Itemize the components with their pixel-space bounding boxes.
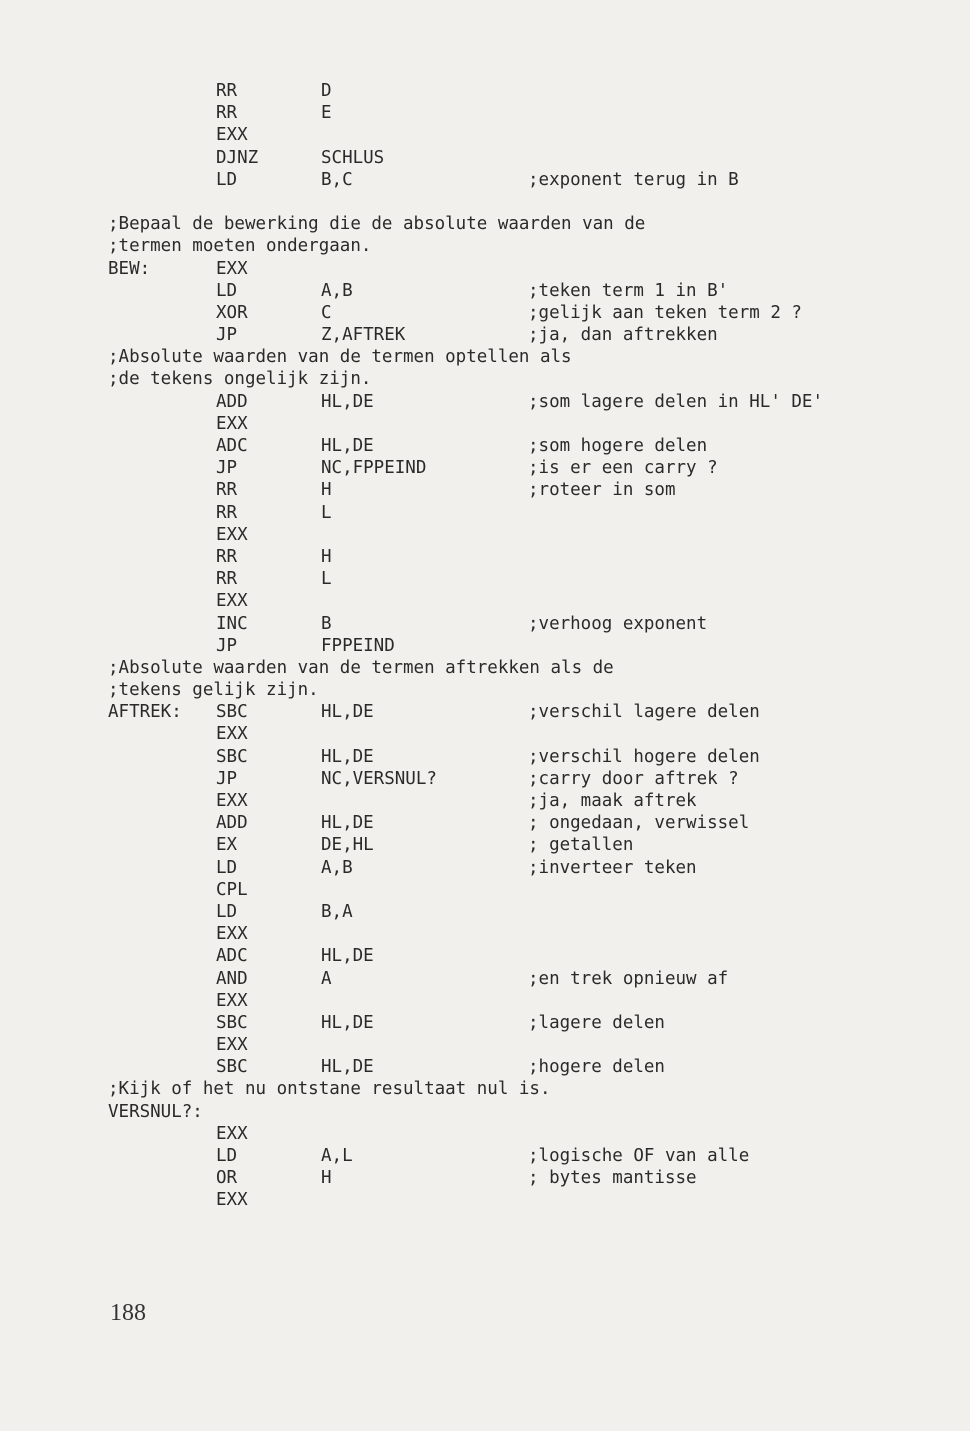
code-operand: DE,HL: [321, 835, 374, 856]
code-opcode: JP: [216, 768, 238, 789]
code-operand: H: [321, 480, 332, 501]
code-opcode: EX: [216, 835, 238, 856]
code-line: [108, 834, 948, 856]
comment-line: ;Absolute waarden van de termen aftrekken als de: [108, 657, 614, 678]
code-comment: ; getallen: [528, 835, 634, 856]
code-opcode: RR: [216, 81, 238, 101]
code-opcode: ADD: [216, 813, 248, 834]
code-opcode: EXX: [216, 924, 248, 945]
code-line: [108, 1012, 948, 1034]
comment-line: ;Bepaal de bewerking die de absolute waarden van de: [108, 214, 646, 235]
code-line: [108, 346, 948, 368]
code-line: [108, 546, 948, 568]
code-line: [108, 923, 948, 945]
code-opcode: ADC: [216, 436, 248, 456]
code-operand: C: [321, 302, 332, 323]
code-line: [108, 679, 948, 701]
code-operand: L: [321, 502, 332, 523]
code-comment: ;lagere delen: [528, 1012, 665, 1033]
code-line: [108, 901, 948, 923]
code-comment: ;inverteer teken: [528, 857, 697, 878]
code-comment: ;roteer in som: [528, 480, 676, 501]
code-operand: E: [321, 103, 332, 124]
code-opcode: JP: [216, 458, 238, 479]
code-line: [108, 635, 948, 657]
code-line: [108, 457, 948, 479]
code-opcode: EXX: [216, 1190, 248, 1211]
code-line: [108, 1078, 948, 1100]
code-opcode: INC: [216, 613, 248, 634]
code-operand: NC,FPPEIND: [321, 458, 427, 479]
code-opcode: SBC: [216, 746, 248, 767]
code-operand: A,B: [321, 857, 353, 878]
code-opcode: RR: [216, 480, 238, 501]
code-operand: H: [321, 1168, 332, 1189]
code-opcode: EXX: [216, 990, 248, 1011]
code-comment: ;verschil hogere delen: [528, 746, 760, 767]
code-comment: ;gelijk aan teken term 2 ?: [528, 302, 802, 323]
comment-line: ;de tekens ongelijk zijn.: [108, 369, 372, 390]
code-operand: HL,DE: [321, 1012, 374, 1033]
code-operand: HL,DE: [321, 1057, 374, 1078]
code-opcode: LD: [216, 901, 238, 922]
code-comment: ;exponent terug in B: [528, 169, 739, 190]
code-opcode: CPL: [216, 879, 248, 900]
code-opcode: RR: [216, 502, 238, 523]
code-comment: ;en trek opnieuw af: [528, 968, 729, 989]
code-comment: ;som lagere delen in HL' DE': [528, 391, 824, 412]
code-opcode: EXX: [216, 1123, 248, 1144]
code-opcode: OR: [216, 1168, 238, 1189]
code-opcode: EXX: [216, 1035, 248, 1056]
code-operand: SCHLUS: [321, 147, 385, 168]
code-operand: Z,AFTREK: [321, 325, 406, 346]
code-line: [108, 990, 948, 1012]
comment-line: ;termen moeten ondergaan.: [108, 236, 372, 257]
code-opcode: EXX: [216, 791, 248, 811]
blank-line: [108, 191, 948, 213]
code-line: [108, 1167, 948, 1189]
code-operand: HL,DE: [321, 813, 374, 834]
code-comment: ;verschil lagere delen: [528, 702, 760, 723]
code-operand: HL,DE: [321, 391, 374, 412]
code-operand: B,C: [321, 169, 353, 190]
code-line: [108, 80, 948, 102]
code-opcode: LD: [216, 1146, 238, 1166]
code-operand: HL,DE: [321, 702, 374, 723]
code-line: [108, 102, 948, 124]
code-operand: NC,VERSNUL?: [321, 768, 437, 789]
code-comment: ;ja, dan aftrekken: [528, 325, 718, 346]
code-line: [108, 124, 948, 146]
code-line: [108, 746, 948, 768]
code-line: [108, 1189, 948, 1211]
code-opcode: XOR: [216, 302, 248, 323]
code-opcode: ADD: [216, 391, 248, 412]
code-line: [108, 590, 948, 612]
code-operand: B,A: [321, 901, 353, 922]
assembly-listing: [108, 80, 948, 1212]
code-opcode: LD: [216, 857, 238, 878]
code-comment: ;carry door aftrek ?: [528, 768, 739, 789]
code-opcode: SBC: [216, 1012, 248, 1033]
code-opcode: RR: [216, 546, 238, 567]
code-opcode: EXX: [216, 524, 248, 545]
code-line: [108, 235, 948, 257]
code-operand: HL,DE: [321, 436, 374, 456]
code-opcode: EXX: [216, 591, 248, 612]
code-line: [108, 479, 948, 501]
code-opcode: LD: [216, 169, 238, 190]
code-line: [108, 657, 948, 679]
code-comment: ;verhoog exponent: [528, 613, 708, 634]
code-operand: FPPEIND: [321, 635, 395, 656]
code-line: [108, 723, 948, 745]
code-line: [108, 302, 948, 324]
code-line: [108, 857, 948, 879]
code-line: [108, 790, 948, 812]
code-opcode: RR: [216, 569, 238, 590]
code-opcode: EXX: [216, 125, 248, 146]
code-opcode: SBC: [216, 702, 248, 723]
page-number: 188: [110, 1300, 146, 1326]
code-line: [108, 968, 948, 990]
code-line: [108, 391, 948, 413]
code-operand: A,L: [321, 1146, 353, 1166]
code-line: [108, 524, 948, 546]
code-comment: ;hogere delen: [528, 1057, 665, 1078]
code-opcode: EXX: [216, 258, 248, 279]
code-opcode: JP: [216, 635, 238, 656]
code-line: [108, 879, 948, 901]
comment-line: ;Kijk of het nu ontstane resultaat nul is.: [108, 1079, 551, 1100]
code-line: [108, 280, 948, 302]
code-line: [108, 568, 948, 590]
code-line: [108, 812, 948, 834]
code-label: AFTREK:: [108, 702, 182, 723]
code-line: [108, 1123, 948, 1145]
code-opcode: DJNZ: [216, 147, 259, 168]
code-opcode: EXX: [216, 413, 248, 434]
code-line: [108, 613, 948, 635]
code-comment: ;is er een carry ?: [528, 458, 718, 479]
code-operand: HL,DE: [321, 946, 374, 967]
code-comment: ;som hogere delen: [528, 436, 708, 456]
code-opcode: AND: [216, 968, 248, 989]
comment-line: ;Absolute waarden van de termen optellen als: [108, 347, 572, 368]
code-operand: D: [321, 81, 332, 101]
code-line: [108, 258, 948, 280]
code-line: [108, 147, 948, 169]
code-line: [108, 945, 948, 967]
code-opcode: EXX: [216, 724, 248, 745]
code-label: VERSNUL?:: [108, 1101, 203, 1122]
code-line: [108, 435, 948, 457]
code-line: [108, 701, 948, 723]
code-comment: ;ja, maak aftrek: [528, 791, 697, 811]
code-operand: H: [321, 546, 332, 567]
code-comment: ;logische OF van alle: [528, 1146, 750, 1166]
code-comment: ; bytes mantisse: [528, 1168, 697, 1189]
code-opcode: ADC: [216, 946, 248, 967]
code-label: BEW:: [108, 258, 151, 279]
code-operand: A: [321, 968, 332, 989]
code-operand: HL,DE: [321, 746, 374, 767]
code-opcode: LD: [216, 280, 238, 301]
code-line: [108, 413, 948, 435]
code-opcode: JP: [216, 325, 238, 346]
code-line: [108, 1145, 948, 1167]
code-line: [108, 768, 948, 790]
code-line: [108, 1101, 948, 1123]
code-operand: B: [321, 613, 332, 634]
code-line: [108, 324, 948, 346]
code-comment: ;teken term 1 in B': [528, 280, 729, 301]
code-comment: ; ongedaan, verwissel: [528, 813, 750, 834]
code-line: [108, 368, 948, 390]
code-operand: A,B: [321, 280, 353, 301]
code-operand: L: [321, 569, 332, 590]
code-line: [108, 169, 948, 191]
code-line: [108, 502, 948, 524]
code-opcode: RR: [216, 103, 238, 124]
code-opcode: SBC: [216, 1057, 248, 1078]
code-line: [108, 1034, 948, 1056]
code-line: [108, 213, 948, 235]
comment-line: ;tekens gelijk zijn.: [108, 680, 319, 701]
code-line: [108, 1056, 948, 1078]
